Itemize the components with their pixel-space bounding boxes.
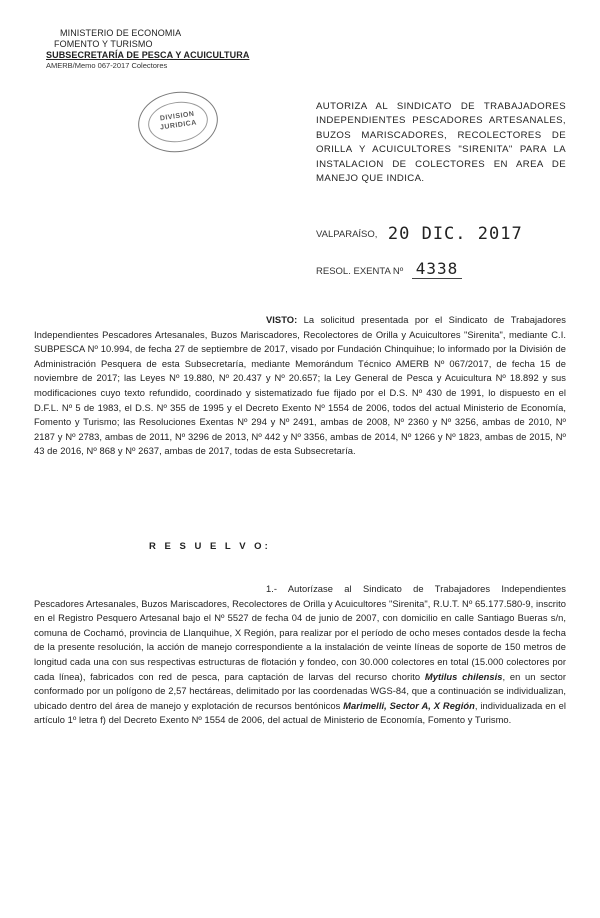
subsecretaria-name: SUBSECRETARÍA DE PESCA Y ACUICULTURA: [46, 50, 250, 60]
date-stamp: 20 DIC. 2017: [387, 224, 523, 244]
visto-section: [34, 313, 566, 459]
resolution-number: 4338: [412, 259, 463, 279]
resolution-number-line: [316, 259, 462, 279]
place-label: VALPARAÍSO,: [316, 229, 378, 240]
visto-text: La solicitud presentada por el Sindicato de Trabajadores Independientes Pescadores Artesanales, Buzos Mariscadores, Recolectores de Orilla y Acuicultores "Sirenita", mediante C.I. SUBPESCA Nº 10.994, de fecha 27 de septiembre de 2017, visado por Fundación Chinquihue; lo informado por la División de Administración Pesquera de esta Subsecretaría, mediante Memorándum Técnico AMERB Nº 067/2017, de fecha 15 de noviembre de 2017; las Leyes Nº 19.880, Nº 20.437 y Nº 20.657; la Ley General de Pesca y Acuicultura Nº 18.892 y sus modificaciones cuyo texto refundido, coordinado y sistematizado fue fijado por el D.S. Nº 430 de 1991, lo dispuesto en el D.F.L. Nº 5 de 1983, el D.S. Nº 355 de 1995 y el Decreto Exento Nº 1554 de 2006, todos del actual Ministerio de Economía, Fomento y Turismo; las Resoluciones Exentas Nº 294 y Nº 2491, ambas de 2008, Nº 2360 y Nº 3256, ambas de 2010, Nº 2187 y Nº 2783, ambas de 2011, Nº 3296 de 2013, Nº 442 y Nº 3356, ambas de 2014, Nº 1266 y Nº 1823, ambas de 2015, Nº 43 de 2016, Nº 868 y Nº 2637, ambas de 2017, todas de esta Subsecretaría.: [34, 315, 566, 457]
stamp-line-1: DIVISION: [159, 110, 195, 123]
letterhead: [46, 28, 250, 71]
point-1-text-c: , individualizada en el artículo 1º letra f) del Decreto Exento Nº 1554 de 2006, del actual de Ministerio de Economía, Fomento y Turismo.: [34, 700, 566, 726]
visto-lead: VISTO:: [266, 315, 298, 325]
species-name: Mytilus chilensis: [424, 671, 503, 682]
division-juridica-stamp: [134, 87, 222, 158]
management-area-name: Marimelli, Sector A, X Región: [343, 700, 475, 711]
stamp-line-2: JURIDICA: [159, 119, 198, 132]
point-1-text-b: , en un sector conformado por un polígono de 2,57 hectáreas, delimitado por las coordenadas WGS-84, que a continuación se individualizan, ubicado dentro del área de manejo y explotación de recursos bentónicos: [34, 671, 566, 711]
point-1-text-a: 1.- Autorízase al Sindicato de Trabajadores Independientes Pescadores Artesanales, Buzos Mariscadores, Recolectores de Orilla y Acuicultores "Sirenita", R.U.T. Nº 65.177.580-9, inscrito en el Registro Pesquero Artesanal bajo el Nº 5527 de fecha 04 de junio de 2007, con domicilio en calle Santiago Bueras s/n, comuna de Cochamó, provincia de Llanquihue, X Región, para realizar por el período de ocho meses contados desde la fecha de la presente resolución, la acción de manejo correspondiente a la instalación de veinte líneas de soporte de 150 metros de longitud cada una con sus respectivas estructuras de flotación y fondeo, con 30.000 colectores en total (15.000 colectores por cada línea), fabricados con red de pesca, para captación de larvas del recurso chorito: [34, 584, 566, 682]
date-line: [316, 222, 523, 242]
resolution-point-1: [34, 582, 566, 728]
ministry-name: MINISTERIO DE ECONOMIA: [60, 28, 182, 38]
point-1-paragraph: [34, 582, 566, 728]
resolution-label: RESOL. EXENTA Nº: [316, 266, 404, 277]
ministry-name-line2: FOMENTO Y TURISMO: [54, 39, 153, 49]
resuelvo-heading: R E S U E L V O:: [149, 541, 271, 552]
visto-paragraph: [34, 313, 566, 459]
resolution-title: AUTORIZA AL SINDICATO DE TRABAJADORES INDEPENDIENTES PESCADORES ARTESANALES, BUZOS MARISCADORES, RECOLECTORES DE ORILLA Y ACUICULTORES "SIRENITA" PARA LA INSTALACION DE COLECTORES EN AREA DE MANEJO QUE INDICA.: [316, 101, 566, 185]
document-reference: AMERB/Memo 067-2017 Colectores: [46, 61, 168, 70]
